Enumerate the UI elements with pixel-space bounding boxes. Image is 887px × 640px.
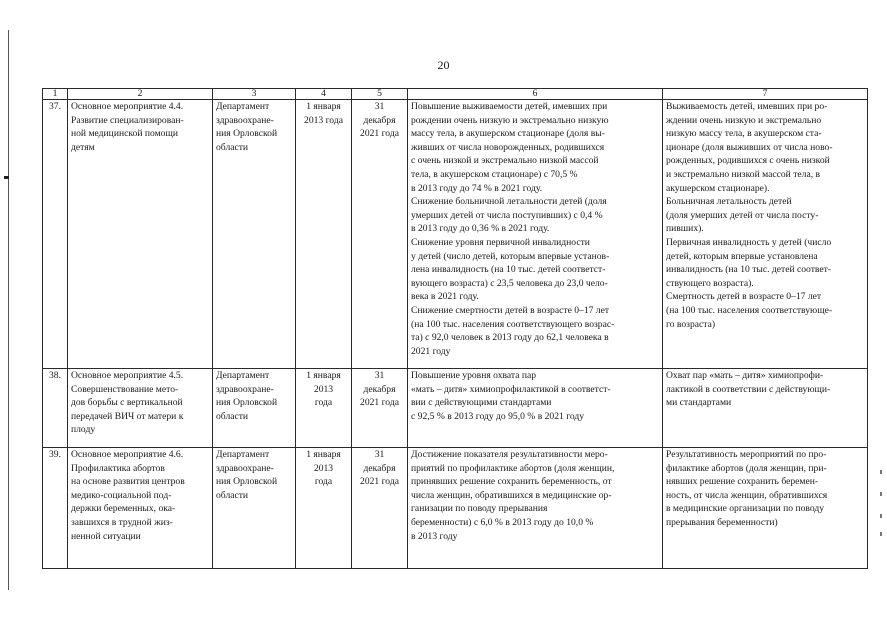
cell-text-line: низкую массу тела, в акушерском ста- [666,128,822,140]
end-date-cell [352,369,408,448]
cell-text-line: Повышение уровня охвата пар [411,370,537,381]
cell-text-line: прерывания беременности) [666,516,778,528]
table-row [43,448,868,569]
cell-text-line: Департамент [216,101,270,112]
cell-text-line: дов борьбы с вертикальной [71,397,183,409]
cell-text-line: (на 100 тыс. населения соответствующе- [666,304,833,316]
expected-result-cell [408,448,663,569]
cell-text-line: детей, которым впервые установлена [666,250,818,262]
cell-text-line: здравоохране- [216,383,274,395]
measures-table [42,88,868,569]
cell-text-line: вующего возраста) с 23,5 человека до 23,0 чело- [411,277,608,289]
cell-text-line: Основное мероприятие 4.5. [71,370,184,381]
cell-text-line: пивших). [666,223,704,235]
indicator-cell [663,369,868,448]
cell-text-line: ционаре (доля выживших от числа ново- [666,141,833,153]
cell-text-line: в 2013 году до 0,36 % в 2021 году. [411,223,550,235]
expected-result-cell [408,369,663,448]
cell-text-line: 2021 года [360,476,399,488]
cell-text-line: и экстремально низкой массой тела, в [666,168,821,180]
cell-text-line: 2013 [313,383,334,395]
cell-text-line: Первичная инвалидность у детей (число [666,236,832,248]
cell-text-line: Смертность детей в возрасте 0–17 лет [666,291,822,303]
indicator-cell [663,100,868,369]
cell-text-line: здравоохране- [216,114,274,126]
table-row [43,100,868,369]
cell-text-line: Достижение показателя результативности меро- [411,449,608,460]
cell-text-line: принявших решение сохранить беременность, от [411,476,612,488]
cell-text-line: Повышение выживаемости детей, имевших при [411,101,608,112]
cell-text-line: 31 [374,101,385,112]
cell-text-line: 2021 года [360,397,399,409]
cell-text-line: 2013 года [304,114,343,126]
cell-text-line: века в 2021 году. [411,291,479,303]
executor-cell [213,369,296,448]
cell-text-line: ния Орловской [216,128,278,140]
cell-text-line: ганизации по поводу прерывания [411,503,548,515]
cell-text-line: Выживаемость детей, имевших при ро- [666,101,828,112]
cell-text-line: завшихся в трудной жиз- [71,516,173,528]
cell-text-line: массу тела, в акушерском стационаре (доля вы- [411,128,605,140]
cell-text-line: ми стандартами [666,397,732,409]
cell-text-line: года [314,476,333,488]
cell-text-line: живших от числа новорожденных, родившихся [411,141,605,153]
cell-text-line: филактике абортов (доля женщин, при- [666,462,827,474]
cell-text-line: Департамент [216,449,270,460]
cell-text-line: ждении очень низкую и экстремально [666,114,822,126]
executor-cell [213,448,296,569]
start-date-cell [296,448,352,569]
cell-text-line: в 2013 году до 74 % в 2021 году. [411,182,543,194]
cell-text-line: ной медицинской помощи [71,128,178,140]
cell-text-line: области [216,141,249,153]
cell-text-line: Снижение уровня первичной инвалидности [411,236,590,248]
cell-text-line: в 2013 году [411,530,458,542]
activity-cell [68,100,213,369]
cell-text-line: декабря [363,114,396,126]
header-col-6: 6 [408,89,663,100]
cell-text-line: на основе развития центров [71,476,185,488]
scan-specks [878,470,884,540]
cell-text-line: плоду [71,424,96,436]
cell-text-line: 2021 году [411,345,451,357]
header-col-2: 2 [68,89,213,100]
cell-text-line: та) с 92,0 человек в 2013 году до 62,1 человека в [411,332,609,344]
row-number: 37. [43,100,68,369]
executor-cell [213,100,296,369]
row-number: 39. [43,448,68,569]
page-number: 20 [437,58,450,72]
cell-text-line: Охват пар «мать – дитя» химиопрофи- [666,370,824,381]
cell-text-line: лена инвалидность (на 10 тыс. детей соответст- [411,264,606,276]
header-col-3: 3 [213,89,296,100]
header-col-7: 7 [663,89,868,100]
cell-text-line: приятий по профилактике абортов (доля женщин, [411,462,615,474]
header-col-5: 5 [352,89,408,100]
cell-text-line: Основное мероприятие 4.4. [71,101,184,112]
binding-mark [4,176,9,179]
start-date-cell [296,100,352,369]
cell-text-line: умерших детей от числа поступивших) с 0,4 % [411,209,603,221]
header-col-4: 4 [296,89,352,100]
cell-text-line: 1 января [306,370,341,381]
cell-text-line: медико-социальной под- [71,489,172,501]
cell-text-line: Снижение смертности детей в возрасте 0–17 лет [411,304,610,316]
cell-text-line: ненной ситуации [71,530,141,542]
cell-text-line: декабря [363,383,396,395]
cell-text-line: Развитие специализирован- [71,114,184,126]
cell-text-line: декабря [363,462,396,474]
table-row [43,369,868,448]
cell-text-line: рожденных, родившихся с очень низкой [666,155,830,167]
cell-text-line: рождении очень низкую и экстремально низкую [411,114,609,126]
cell-text-line: в медицинские организации по поводу [666,503,825,515]
binding-edge-line [8,30,9,590]
cell-text-line: го возраста) [666,318,716,330]
cell-text-line: беременности) с 6,0 % в 2013 году до 10,0 % [411,516,594,528]
cell-text-line: 1 января [306,449,341,460]
cell-text-line: Снижение больничной летальности детей (доля [411,196,607,208]
row-number: 38. [43,369,68,448]
cell-text-line: года [314,397,333,409]
cell-text-line: Совершенствование мето- [71,383,179,395]
header-col-1: 1 [43,89,68,100]
cell-text-line: Больничная летальность детей [666,196,792,208]
cell-text-line: нявших решение сохранить беремен- [666,476,819,488]
cell-text-line: 31 [374,449,385,460]
cell-text-line: акушерском стационаре). [666,182,770,194]
cell-text-line: ния Орловской [216,397,278,409]
cell-text-line: здравоохране- [216,462,274,474]
activity-cell [68,369,213,448]
cell-text-line: ность, от числа женщин, обратившихся [666,489,828,501]
cell-text-line: (доля умерших детей от числа посту- [666,209,819,221]
indicator-cell [663,448,868,569]
cell-text-line: области [216,410,249,422]
cell-text-line: «мать – дитя» химиопрофилактикой в соответст- [411,383,611,395]
cell-text-line: инвалидность (на 10 тыс. детей соответ- [666,264,832,276]
header-row [43,89,868,100]
activity-cell [68,448,213,569]
cell-text-line: 2021 года [360,128,399,140]
cell-text-line: держки беременных, ока- [71,503,176,515]
cell-text-line: 2013 [313,462,334,474]
cell-text-line: ствующего возраста). [666,277,754,289]
expected-result-cell [408,100,663,369]
cell-text-line: области [216,489,249,501]
cell-text-line: детям [71,141,95,153]
start-date-cell [296,369,352,448]
cell-text-line: (на 100 тыс. населения соответствующего возрас- [411,318,615,330]
cell-text-line: числа женщин, обратившихся в медицинские ор- [411,489,612,501]
cell-text-line: Основное мероприятие 4.6. [71,449,184,460]
cell-text-line: вии с действующими стандартами [411,397,552,409]
cell-text-line: с очень низкой и экстремально низкой массой [411,155,599,167]
cell-text-line: тела, в акушерском стационаре) с 70,5 % [411,168,578,180]
cell-text-line: лактикой в соответствии с действующи- [666,383,831,395]
cell-text-line: Результативность мероприятий по про- [666,449,827,460]
end-date-cell [352,448,408,569]
cell-text-line: ния Орловской [216,476,278,488]
end-date-cell [352,100,408,369]
cell-text-line: с 92,5 % в 2013 году до 95,0 % в 2021 году [411,410,585,422]
cell-text-line: 31 [374,370,385,381]
cell-text-line: Департамент [216,370,270,381]
cell-text-line: передачей ВИЧ от матери к [71,410,184,422]
cell-text-line: у детей (число детей, которым впервые установ- [411,250,610,262]
cell-text-line: Профилактика абортов [71,462,165,474]
cell-text-line: 1 января [306,101,341,112]
